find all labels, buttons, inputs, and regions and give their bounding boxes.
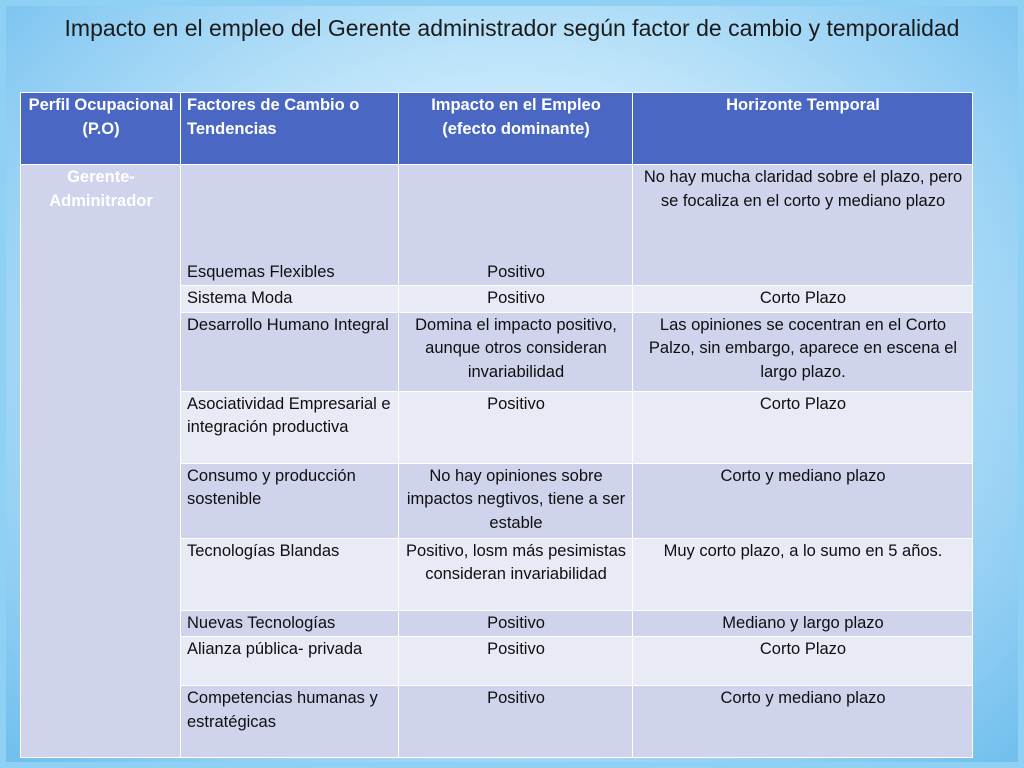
impact-cell: Positivo bbox=[399, 637, 633, 686]
impact-cell: Positivo bbox=[399, 165, 633, 286]
impact-cell: Positivo bbox=[399, 391, 633, 463]
horizon-cell: Corto Plazo bbox=[633, 286, 973, 313]
horizon-cell: Las opiniones se cocentran en el Corto Palzo, sin embargo, aparece en escena el largo plazo. bbox=[633, 312, 973, 391]
impact-cell: Positivo, losm más pesimistas consideran invariabilidad bbox=[399, 538, 633, 610]
table-row bbox=[21, 165, 973, 286]
horizon-cell: Corto y mediano plazo bbox=[633, 463, 973, 538]
impact-cell: Positivo bbox=[399, 610, 633, 637]
header-impacto: Impacto en el Empleo (efecto dominante) bbox=[399, 93, 633, 165]
impact-cell: No hay opiniones sobre impactos negtivos, tiene a ser estable bbox=[399, 463, 633, 538]
factor-cell: Desarrollo Humano Integral bbox=[181, 312, 399, 391]
factor-cell: Asociatividad Empresarial e integración productiva bbox=[181, 391, 399, 463]
impact-cell: Positivo bbox=[399, 286, 633, 313]
header-perfil: Perfil Ocupacional (P.O) bbox=[21, 93, 181, 165]
factor-cell: Competencias humanas y estratégicas bbox=[181, 686, 399, 758]
factor-cell: Sistema Moda bbox=[181, 286, 399, 313]
horizon-cell: Corto Plazo bbox=[633, 637, 973, 686]
factor-cell: Nuevas Tecnologías bbox=[181, 610, 399, 637]
factor-cell: Alianza pública- privada bbox=[181, 637, 399, 686]
factor-cell: Esquemas Flexibles bbox=[181, 165, 399, 286]
factor-cell: Consumo y producción sostenible bbox=[181, 463, 399, 538]
horizon-cell: Corto y mediano plazo bbox=[633, 686, 973, 758]
impact-table bbox=[20, 92, 973, 758]
horizon-cell: Corto Plazo bbox=[633, 391, 973, 463]
impact-cell: Domina el impacto positivo, aunque otros consideran invariabilidad bbox=[399, 312, 633, 391]
horizon-cell: Mediano y largo plazo bbox=[633, 610, 973, 637]
factor-cell: Tecnologías Blandas bbox=[181, 538, 399, 610]
slide-title: Impacto en el empleo del Gerente administrador según factor de cambio y temporalidad bbox=[64, 15, 960, 41]
header-horizonte: Horizonte Temporal bbox=[633, 93, 973, 165]
header-factores: Factores de Cambio o Tendencias bbox=[181, 93, 399, 165]
horizon-cell: No hay mucha claridad sobre el plazo, pero se focaliza en el corto y mediano plazo bbox=[633, 165, 973, 286]
profile-cell: Gerente- Adminitrador bbox=[21, 165, 181, 758]
horizon-cell: Muy corto plazo, a lo sumo en 5 años. bbox=[633, 538, 973, 610]
impact-cell: Positivo bbox=[399, 686, 633, 758]
